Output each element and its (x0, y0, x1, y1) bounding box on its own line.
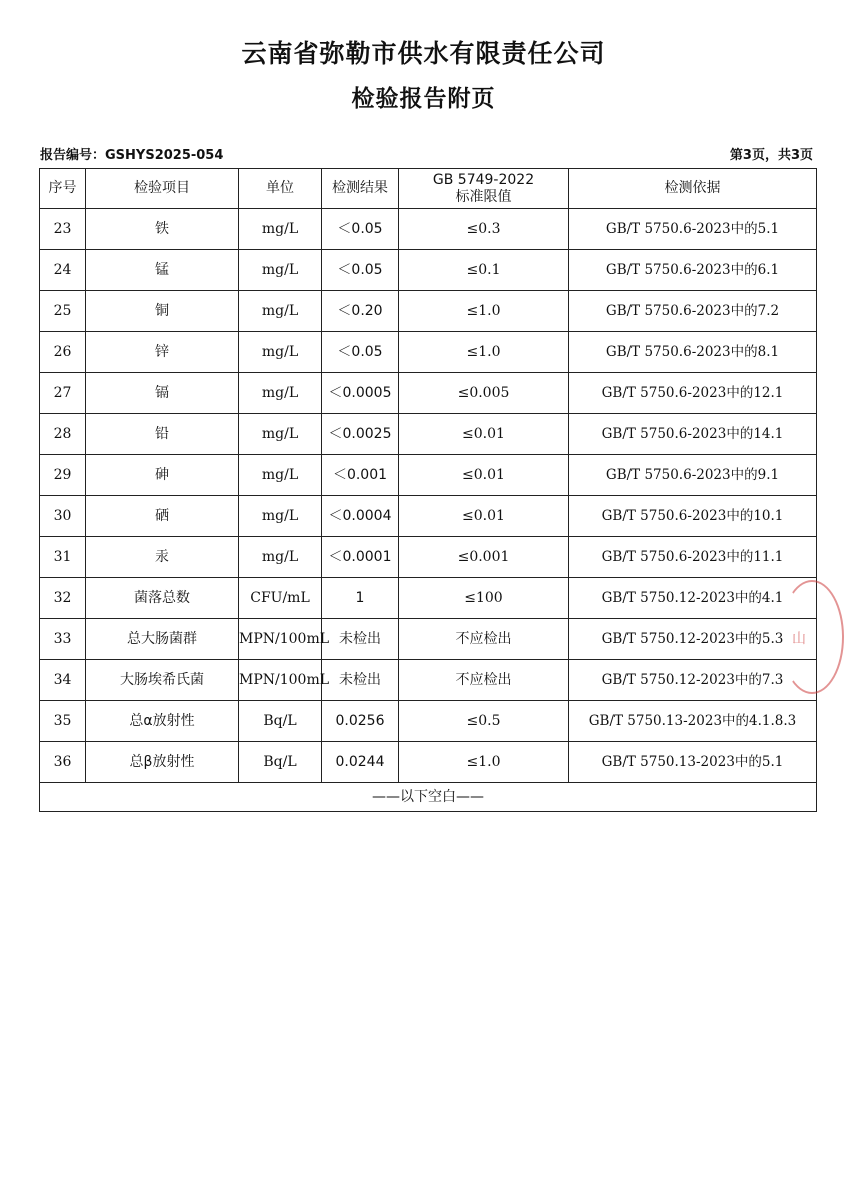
cell-item: 铜 (86, 291, 239, 332)
table-row (40, 619, 817, 660)
cell-item: 铁 (86, 209, 239, 250)
cell-limit: ≤0.01 (399, 496, 569, 537)
header-standard-limit: 标准限值 (455, 188, 512, 205)
cell-basis: GB/T 5750.6-2023中的10.1 (569, 496, 817, 537)
cell-basis: GB/T 5750.6-2023中的14.1 (569, 414, 817, 455)
cell-result: ＜0.05 (322, 250, 399, 291)
cell-basis: GB/T 5750.13-2023中的5.1 (569, 742, 817, 783)
header-basis: 检测依据 (569, 169, 817, 209)
cell-basis: GB/T 5750.6-2023中的11.1 (569, 537, 817, 578)
cell-item: 菌落总数 (86, 578, 239, 619)
cell-no: 33 (40, 619, 86, 660)
cell-no: 28 (40, 414, 86, 455)
table-header-row (40, 169, 817, 209)
cell-result: ＜0.0025 (322, 414, 399, 455)
cell-basis: GB/T 5750.6-2023中的8.1 (569, 332, 817, 373)
table-row (40, 660, 817, 701)
cell-no: 31 (40, 537, 86, 578)
report-subtitle: 检验报告附页 (351, 86, 496, 112)
header-standard (399, 169, 569, 209)
cell-unit: Bq/L (239, 701, 322, 742)
cell-unit: MPN/100mL (239, 660, 322, 701)
cell-no: 32 (40, 578, 86, 619)
cell-result: 1 (322, 578, 399, 619)
table-row (40, 414, 817, 455)
cell-unit: MPN/100mL (239, 619, 322, 660)
table-row (40, 291, 817, 332)
cell-no: 30 (40, 496, 86, 537)
cell-item: 砷 (86, 455, 239, 496)
inspection-table (39, 168, 817, 812)
cell-result: ＜0.05 (322, 332, 399, 373)
table-row (40, 537, 817, 578)
cell-item: 锌 (86, 332, 239, 373)
cell-limit: ≤1.0 (399, 291, 569, 332)
cell-no: 35 (40, 701, 86, 742)
report-number: 报告编号：GSHYS2025-054 (40, 148, 224, 163)
header-unit: 单位 (239, 169, 322, 209)
cell-result: ＜0.0005 (322, 373, 399, 414)
company-name: 云南省弥勒市供水有限责任公司 (241, 39, 606, 68)
table-row (40, 373, 817, 414)
cell-result: ＜0.001 (322, 455, 399, 496)
table-row (40, 578, 817, 619)
cell-limit: ≤0.005 (399, 373, 569, 414)
cell-limit: ≤0.001 (399, 537, 569, 578)
cell-item: 大肠埃希氏菌 (86, 660, 239, 701)
cell-unit: mg/L (239, 332, 322, 373)
cell-basis: GB/T 5750.6-2023中的7.2 (569, 291, 817, 332)
cell-no: 23 (40, 209, 86, 250)
cell-basis: GB/T 5750.6-2023中的6.1 (569, 250, 817, 291)
cell-item: 汞 (86, 537, 239, 578)
cell-result: ＜0.05 (322, 209, 399, 250)
cell-basis: GB/T 5750.6-2023中的9.1 (569, 455, 817, 496)
seal-stamp (780, 580, 844, 694)
cell-item: 总α放射性 (86, 701, 239, 742)
seal-stamp-text: 山 (792, 631, 806, 647)
cell-item: 铅 (86, 414, 239, 455)
cell-basis: GB/T 5750.6-2023中的5.1 (569, 209, 817, 250)
cell-limit: ≤0.01 (399, 455, 569, 496)
cell-basis: GB/T 5750.13-2023中的4.1.8.3 (569, 701, 817, 742)
cell-limit: 不应检出 (399, 660, 569, 701)
cell-result: ＜0.20 (322, 291, 399, 332)
cell-limit: ≤0.01 (399, 414, 569, 455)
cell-limit: ≤0.5 (399, 701, 569, 742)
cell-limit: ≤0.1 (399, 250, 569, 291)
table-row (40, 250, 817, 291)
cell-no: 26 (40, 332, 86, 373)
cell-result: 未检出 (322, 619, 399, 660)
cell-item: 硒 (86, 496, 239, 537)
cell-result: 未检出 (322, 660, 399, 701)
header-standard-code: GB 5749-2022 (432, 171, 535, 188)
cell-basis: GB/T 5750.12-2023中的4.1 (569, 578, 817, 619)
cell-unit: Bq/L (239, 742, 322, 783)
cell-limit: 不应检出 (399, 619, 569, 660)
cell-unit: mg/L (239, 250, 322, 291)
table-row (40, 496, 817, 537)
table-footer-row (40, 783, 817, 812)
cell-unit: mg/L (239, 496, 322, 537)
header-item: 检验项目 (86, 169, 239, 209)
cell-item: 锰 (86, 250, 239, 291)
cell-no: 34 (40, 660, 86, 701)
cell-item: 镉 (86, 373, 239, 414)
cell-result: ＜0.0001 (322, 537, 399, 578)
cell-limit: ≤0.3 (399, 209, 569, 250)
blank-below-note: ——以下空白—— (40, 783, 817, 812)
cell-limit: ≤1.0 (399, 742, 569, 783)
cell-limit: ≤1.0 (399, 332, 569, 373)
cell-basis: GB/T 5750.6-2023中的12.1 (569, 373, 817, 414)
table-row (40, 209, 817, 250)
cell-result: 0.0244 (322, 742, 399, 783)
table-row (40, 455, 817, 496)
cell-unit: mg/L (239, 209, 322, 250)
cell-unit: CFU/mL (239, 578, 322, 619)
cell-result: ＜0.0004 (322, 496, 399, 537)
cell-no: 25 (40, 291, 86, 332)
table-row (40, 742, 817, 783)
cell-unit: mg/L (239, 455, 322, 496)
cell-basis: GB/T 5750.12-2023中的5.3 (569, 619, 817, 660)
page-indicator: 第3页，共3页 (729, 148, 813, 163)
cell-item: 总β放射性 (86, 742, 239, 783)
cell-unit: mg/L (239, 537, 322, 578)
cell-no: 36 (40, 742, 86, 783)
cell-no: 24 (40, 250, 86, 291)
cell-unit: mg/L (239, 373, 322, 414)
table-row (40, 332, 817, 373)
cell-item: 总大肠菌群 (86, 619, 239, 660)
cell-unit: mg/L (239, 291, 322, 332)
cell-no: 27 (40, 373, 86, 414)
cell-limit: ≤100 (399, 578, 569, 619)
cell-no: 29 (40, 455, 86, 496)
cell-unit: mg/L (239, 414, 322, 455)
cell-result: 0.0256 (322, 701, 399, 742)
header-no: 序号 (40, 169, 86, 209)
header-result: 检测结果 (322, 169, 399, 209)
cell-basis: GB/T 5750.12-2023中的7.3 (569, 660, 817, 701)
table-row (40, 701, 817, 742)
